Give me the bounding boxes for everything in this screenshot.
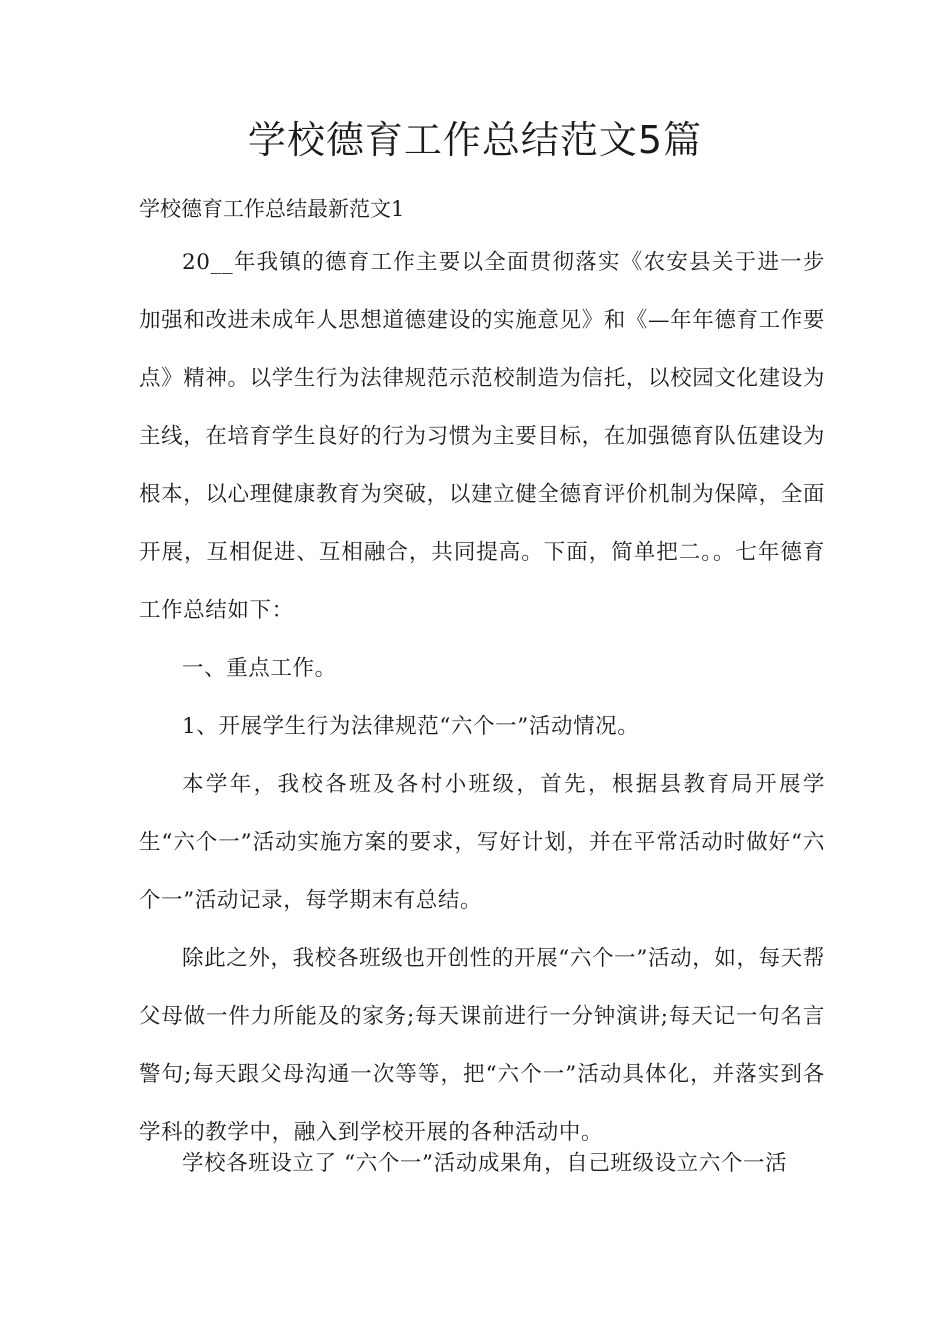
paragraph-item-heading: 1、开展学生行为法律规范“六个一”活动情况。	[182, 714, 640, 739]
paragraph-innovation: 除此之外，我校各班级也开创性的开展“六个一”活动，如，每天帮父母做一件力所能及的家务;每天课前进行一分钟演讲;每天记一句名言警句;每天跟父母沟通一次等等，把“六个一”活动具体化，并落实到各学科的教学中，融入到学校开展的各种活动中。	[139, 946, 825, 1145]
document-title: 学校德育工作总结范文5篇	[247, 118, 703, 162]
document-subtitle: 学校德育工作总结最新范文1	[139, 197, 405, 221]
paragraph-continued: 学校各班设立了 “六个一”活动成果角，自己班级设立六个一活	[182, 1151, 788, 1176]
paragraph-intro: 20__年我镇的德育工作主要以全面贯彻落实《农安县关于进一步加强和改进未成年人思想道德建设的实施意见》和《—年年德育工作要点》精神。以学生行为法律规范示范校制造为信托，以校园文化建设为主线，在培育学生良好的行为习惯为主要目标，在加强德育队伍建设为根本，以心理健康教育为突破，以建立健全德育评价机制为保障，全面开展，互相促进、互相融合，共同提高。下面，简单把二。。七年德育工作总结如下：	[139, 250, 825, 623]
document-body	[139, 234, 825, 1162]
paragraph-activity: 本学年，我校各班及各村小班级，首先，根据县教育局开展学生“六个一”活动实施方案的要求，写好计划，并在平常活动时做好“六个一”活动记录，每学期末有总结。	[139, 772, 825, 913]
paragraph-section-heading: 一、重点工作。	[182, 656, 337, 681]
